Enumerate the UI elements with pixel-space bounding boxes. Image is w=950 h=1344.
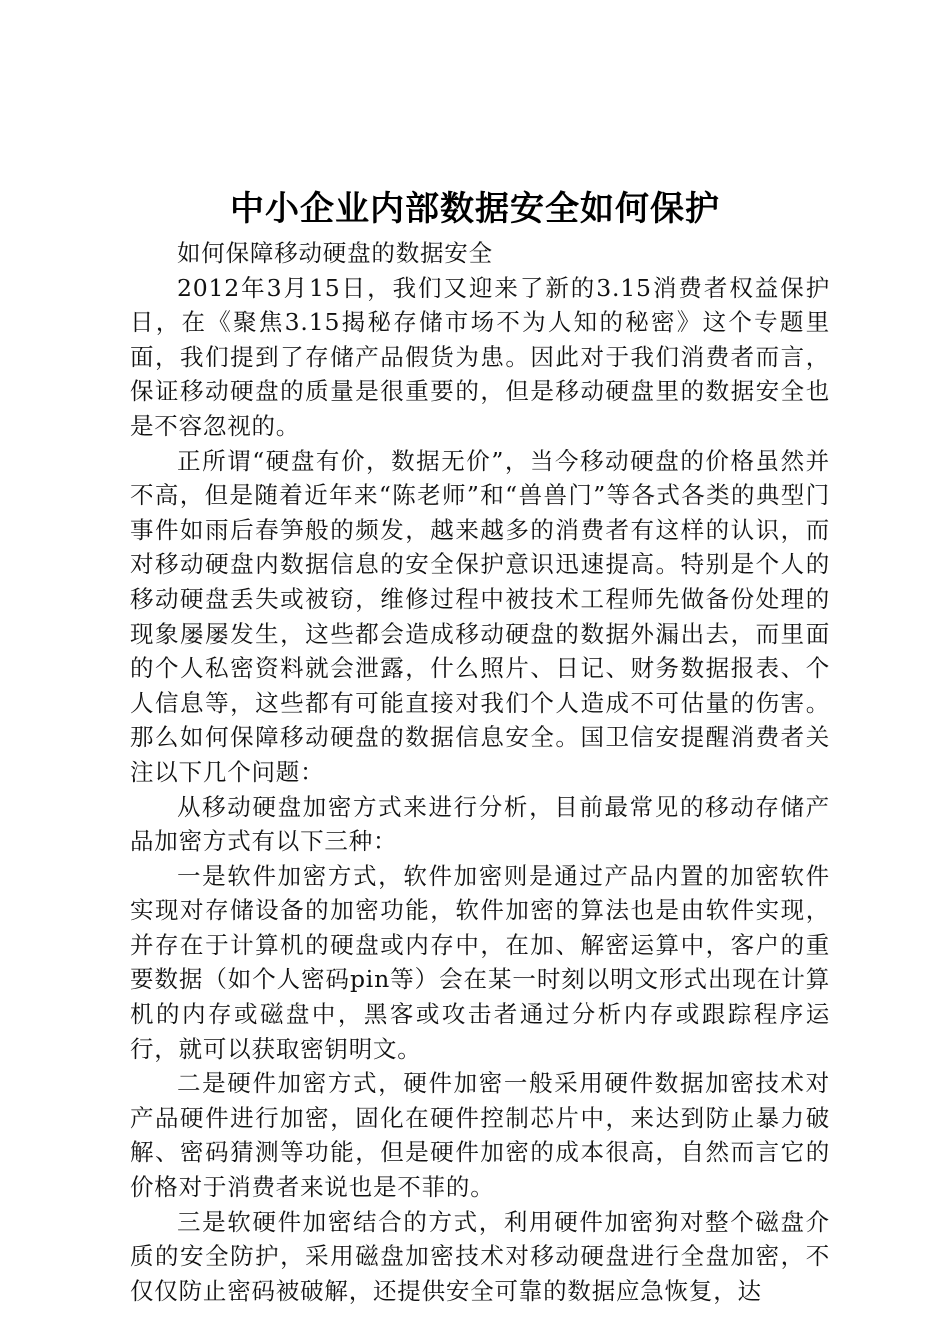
paragraph: 一是软件加密方式，软件加密则是通过产品内置的加密软件实现对存储设备的加密功能，软件加密的算法也是由软件实现，并存在于计算机的硬盘或内存中，在加、解密运算中，客户的重要数据（如个人密码pin等）会在某一时刻以明文形式出现在计算机的内存或磁盘中，黑客或攻击者通过分析内存或跟踪程序运行，就可以获取密钥明文。 — [130, 861, 830, 1063]
paragraph: 2012年3月15日，我们又迎来了新的3.15消费者权益保护日，在《聚焦3.15揭秘存储市场不为人知的秘密》这个专题里面，我们提到了存储产品假货为患。因此对于我们消费者而言，保证移动硬盘的质量是很重要的，但是移动硬盘里的数据安全也是不容忽视的。 — [130, 273, 830, 440]
paragraph: 从移动硬盘加密方式来进行分析，目前最常见的移动存储产品加密方式有以下三种： — [130, 792, 830, 856]
document-body — [130, 236, 830, 1308]
document-title: 中小企业内部数据安全如何保护 — [230, 189, 720, 229]
paragraph: 二是硬件加密方式，硬件加密一般采用硬件数据加密技术对产品硬件进行加密，固化在硬件控制芯片中，来达到防止暴力破解、密码猜测等功能，但是硬件加密的成本很高，自然而言它的价格对于消费者来说也是不菲的。 — [130, 1069, 830, 1202]
paragraph-subtitle: 如何保障移动硬盘的数据安全 — [177, 239, 493, 267]
paragraph: 正所谓“硬盘有价，数据无价”，当今移动硬盘的价格虽然并不高，但是随着近年来“陈老师”和“兽兽门”等各式各类的典型门事件如雨后春笋般的频发，越来越多的消费者有这样的认识，而对移动硬盘内数据信息的安全保护意识迅速提高。特别是个人的移动硬盘丢失或被窃，维修过程中被技术工程师先做备份处理的现象屡屡发生，这些都会造成移动硬盘的数据外漏出去，而里面的个人私密资料就会泄露，什么照片、日记、财务数据报表、个人信息等，这些都有可能直接对我们个人造成不可估量的伤害。那么如何保障移动硬盘的数据信息安全。国卫信安提醒消费者关注以下几个问题： — [130, 446, 830, 786]
paragraph: 三是软硬件加密结合的方式，利用硬件加密狗对整个磁盘介质的安全防护，采用磁盘加密技术对移动硬盘进行全盘加密，不仅仅防止密码被破解，还提供安全可靠的数据应急恢复，达 — [130, 1207, 830, 1305]
